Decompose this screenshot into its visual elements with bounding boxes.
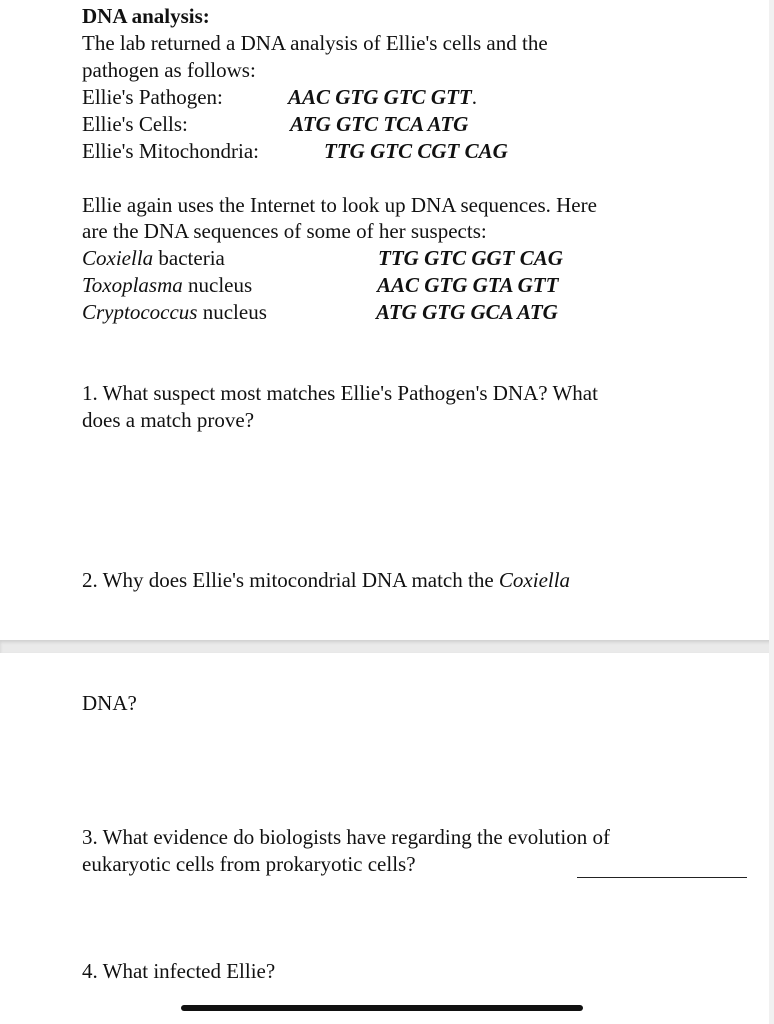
question-2-line-2: DNA? — [82, 691, 137, 715]
suspect-sequence-cryptococcus: ATG GTG GCA ATG — [376, 300, 558, 324]
result-label-cells: Ellie's Cells: — [82, 112, 188, 136]
home-indicator-bar[interactable] — [181, 1005, 583, 1011]
suspect-genus: Toxoplasma — [82, 273, 183, 297]
suspect-name-coxiella — [82, 245, 225, 272]
answer-underline — [577, 877, 747, 878]
result-sequence-mitochondria: TTG GTC CGT CAG — [324, 139, 508, 163]
question-1-line-1: 1. What suspect most matches Ellie's Pathogen's DNA? What — [82, 381, 598, 405]
result-sequence-cells: ATG GTC TCA ATG — [290, 112, 469, 136]
question-2-line-1 — [82, 567, 570, 594]
sequence-text: AAC GTG GTC GTT — [288, 85, 472, 109]
suspect-sequence-toxoplasma: AAC GTG GTA GTT — [377, 273, 559, 297]
result-label-mitochondria: Ellie's Mitochondria: — [82, 139, 260, 163]
suspect-genus: Cryptococcus — [82, 300, 198, 324]
sequence-suffix: . — [471, 85, 477, 109]
question-4: 4. What infected Ellie? — [82, 959, 276, 983]
suspect-type: nucleus — [197, 300, 267, 324]
question-3-line-2: eukaryotic cells from prokaryotic cells? — [82, 852, 416, 876]
result-sequence-pathogen — [288, 84, 477, 111]
question-2-text: 2. Why does Ellie's mitocondrial DNA match the — [82, 568, 499, 592]
page-edge — [769, 0, 774, 1024]
intro-line-1: The lab returned a DNA analysis of Ellie's cells and the — [82, 31, 548, 55]
question-2-italic: Coxiella — [498, 568, 571, 592]
suspect-name-cryptococcus — [82, 299, 267, 326]
result-label-pathogen: Ellie's Pathogen: — [82, 85, 223, 109]
suspects-intro-line-1: Ellie again uses the Internet to look up DNA sequences. Here — [82, 193, 597, 217]
question-3-line-1: 3. What evidence do biologists have regarding the evolution of — [82, 825, 610, 849]
question-1-line-2: does a match prove? — [82, 408, 255, 432]
suspect-genus: Coxiella — [82, 246, 154, 270]
suspect-sequence-coxiella: TTG GTC GGT CAG — [378, 246, 563, 270]
intro-line-2: pathogen as follows: — [82, 58, 256, 82]
suspect-type: bacteria — [153, 246, 225, 270]
suspects-intro-line-2: are the DNA sequences of some of her suspects: — [82, 219, 487, 243]
suspect-type: nucleus — [182, 273, 253, 297]
page-separator — [0, 640, 774, 653]
section-heading: DNA analysis: — [82, 4, 210, 28]
suspect-name-toxoplasma — [82, 272, 252, 299]
